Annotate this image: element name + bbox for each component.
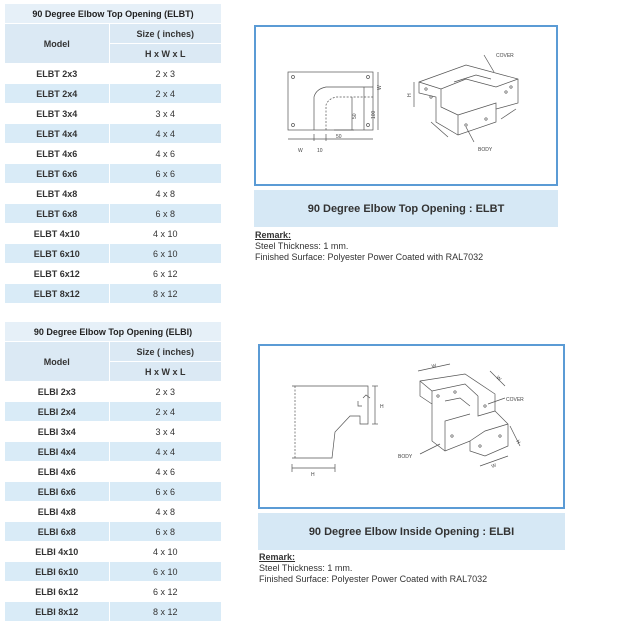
model-cell: ELBI 6x8 [5, 522, 109, 542]
table-row [5, 144, 221, 164]
size-column-header: Size ( inches) [109, 24, 221, 44]
table-row [5, 224, 221, 244]
table-row [5, 442, 221, 462]
table-row [5, 244, 221, 264]
elbi-remark [259, 552, 487, 585]
model-cell: ELBT 4x10 [5, 224, 109, 244]
dim-10-label: 10 [317, 148, 323, 154]
elbt-spec-table [5, 4, 221, 304]
size-cell: 2 x 4 [109, 402, 221, 422]
dim-w-right-label: W [494, 374, 503, 383]
dimensions-column-header: H x W x L [109, 362, 221, 382]
remark-thickness: Steel Thickness: 1 mm. [259, 563, 353, 573]
dim-h-side-label: H [380, 404, 384, 410]
dim-w-top-label: W [431, 363, 438, 370]
table-row [5, 542, 221, 562]
model-cell: ELBT 6x10 [5, 244, 109, 264]
model-cell: ELBI 4x6 [5, 462, 109, 482]
cover-label: COVER [496, 53, 514, 59]
elbi-spec-table [5, 322, 221, 622]
model-cell: ELBI 4x8 [5, 502, 109, 522]
body-label: BODY [478, 147, 493, 153]
table-row [5, 582, 221, 602]
table-row [5, 482, 221, 502]
model-cell: ELBI 6x12 [5, 582, 109, 602]
table-row [5, 522, 221, 542]
table-row [5, 184, 221, 204]
table-row [5, 204, 221, 224]
size-cell: 8 x 12 [109, 602, 221, 622]
dim-50-horizontal-label: 50 [336, 134, 342, 140]
size-cell: 6 x 10 [109, 244, 221, 264]
table-row [5, 124, 221, 144]
size-cell: 6 x 12 [109, 264, 221, 284]
model-cell: ELBI 4x4 [5, 442, 109, 462]
size-cell: 4 x 8 [109, 502, 221, 522]
model-cell: ELBI 6x10 [5, 562, 109, 582]
dim-w-right-label: W [377, 85, 383, 90]
size-cell: 4 x 4 [109, 442, 221, 462]
model-cell: ELBT 6x6 [5, 164, 109, 184]
model-cell: ELBT 2x4 [5, 84, 109, 104]
model-cell: ELBI 3x4 [5, 422, 109, 442]
elbt-technical-drawing [256, 27, 556, 184]
size-cell: 6 x 6 [109, 164, 221, 184]
table-title: 90 Degree Elbow Top Opening (ELBT) [5, 4, 221, 24]
size-cell: 3 x 4 [109, 104, 221, 124]
model-cell: ELBT 6x8 [5, 204, 109, 224]
size-cell: 4 x 6 [109, 144, 221, 164]
model-cell: ELBI 8x12 [5, 602, 109, 622]
size-cell: 8 x 12 [109, 284, 221, 304]
table-row [5, 104, 221, 124]
table-row [5, 164, 221, 184]
model-cell: ELBI 2x3 [5, 382, 109, 402]
size-cell: 4 x 10 [109, 224, 221, 244]
elbi-drawing-frame [258, 344, 565, 509]
dim-w-label: W [298, 148, 303, 154]
elbt-remark [255, 230, 483, 263]
table-title: 90 Degree Elbow Top Opening (ELBI) [5, 322, 221, 342]
elbi-caption: 90 Degree Elbow Inside Opening : ELBI [258, 513, 565, 550]
model-column-header: Model [5, 342, 109, 382]
size-cell: 4 x 10 [109, 542, 221, 562]
size-cell: 2 x 3 [109, 382, 221, 402]
model-column-header: Model [5, 24, 109, 64]
model-cell: ELBT 8x12 [5, 284, 109, 304]
dim-h-bottom-label: H [311, 472, 315, 478]
remark-title: Remark: [259, 552, 296, 562]
size-cell: 2 x 4 [109, 84, 221, 104]
table-row [5, 382, 221, 402]
model-cell: ELBI 2x4 [5, 402, 109, 422]
table-row [5, 562, 221, 582]
model-cell: ELBT 2x3 [5, 64, 109, 84]
table-row [5, 64, 221, 84]
dim-w-bottom-label: W [490, 462, 498, 470]
model-cell: ELBT 6x12 [5, 264, 109, 284]
size-column-header: Size ( inches) [109, 342, 221, 362]
model-cell: ELBT 4x4 [5, 124, 109, 144]
dim-h-label: H [407, 93, 413, 97]
model-cell: ELBT 4x6 [5, 144, 109, 164]
dim-100-label: 100 [371, 110, 377, 119]
body-label: BODY [398, 454, 413, 460]
model-cell: ELBT 3x4 [5, 104, 109, 124]
size-cell: 6 x 6 [109, 482, 221, 502]
dim-50-vertical-label: 50 [352, 113, 358, 119]
size-cell: 4 x 8 [109, 184, 221, 204]
remark-thickness: Steel Thickness: 1 mm. [255, 241, 349, 251]
elbt-drawing-frame [254, 25, 558, 186]
size-cell: 4 x 6 [109, 462, 221, 482]
remark-title: Remark: [255, 230, 292, 240]
model-cell: ELBI 6x6 [5, 482, 109, 502]
size-cell: 6 x 12 [109, 582, 221, 602]
table-row [5, 462, 221, 482]
cover-label: COVER [506, 397, 524, 403]
table-row [5, 84, 221, 104]
table-row [5, 602, 221, 622]
table-row [5, 402, 221, 422]
elbt-caption: 90 Degree Elbow Top Opening : ELBT [254, 190, 558, 227]
dimensions-column-header: H x W x L [109, 44, 221, 64]
table-row [5, 422, 221, 442]
remark-finish: Finished Surface: Polyester Power Coated with RAL7032 [259, 574, 488, 584]
size-cell: 6 x 8 [109, 522, 221, 542]
dim-h-iso-label: H [514, 439, 522, 446]
size-cell: 3 x 4 [109, 422, 221, 442]
table-row [5, 502, 221, 522]
size-cell: 2 x 3 [109, 64, 221, 84]
table-row [5, 264, 221, 284]
size-cell: 6 x 10 [109, 562, 221, 582]
elbi-technical-drawing [260, 346, 563, 507]
model-cell: ELBI 4x10 [5, 542, 109, 562]
remark-finish: Finished Surface: Polyester Power Coated with RAL7032 [255, 252, 484, 262]
size-cell: 6 x 8 [109, 204, 221, 224]
model-cell: ELBT 4x8 [5, 184, 109, 204]
table-row [5, 284, 221, 304]
size-cell: 4 x 4 [109, 124, 221, 144]
